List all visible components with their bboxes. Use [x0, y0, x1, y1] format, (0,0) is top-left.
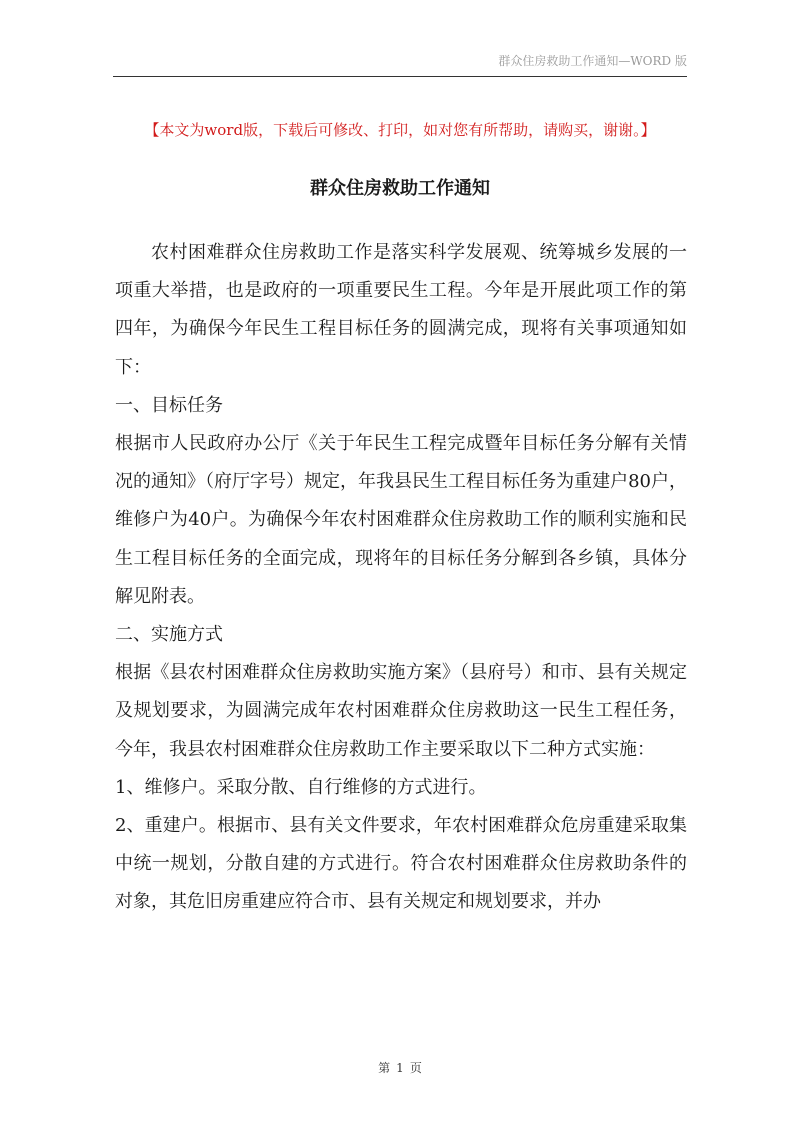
document-body [115, 234, 687, 922]
list-item-repair: 1、维修户。采取分散、自行维修的方式进行。 [115, 776, 487, 798]
paragraph-intro: 农村困难群众住房救助工作是落实科学发展观、统筹城乡发展的一项重大举措，也是政府的一项重要民生工程。今年是开展此项工作的第四年，为确保今年民生工程目标任务的圆满完成，现将有关事项通知如下： [115, 242, 687, 378]
page-number: 1 [396, 1061, 404, 1075]
section-heading-goals: 一、目标任务 [115, 394, 223, 416]
page-suffix: 页 [409, 1061, 422, 1075]
page-footer [113, 1059, 687, 1076]
section-heading-methods: 二、实施方式 [115, 624, 223, 646]
page-prefix: 第 [378, 1061, 391, 1075]
list-item-rebuild: 2、重建户。根据市、县有关文件要求，年农村困难群众危房重建采取集中统一规划，分散自建的方式进行。符合农村困难群众住房救助条件的对象，其危旧房重建应符合市、县有关规定和规划要求，并办 [115, 815, 687, 913]
document-title: 群众住房救助工作通知 [310, 178, 490, 199]
paragraph-methods: 根据《县农村困难群众住房救助实施方案》（县府号）和市、县有关规定及规划要求，为圆满完成年农村困难群众住房救助这一民生工程任务，今年，我县农村困难群众住房救助工作主要采取以下二种方式实施： [115, 662, 687, 760]
paragraph-goals: 根据市人民政府办公厅《关于年民生工程完成暨年目标任务分解有关情况的通知》（府厅字号）规定，年我县民生工程目标任务为重建户80户，维修户为40户。为确保今年农村困难群众住房救助工作的顺利实施和民生工程目标任务的全面完成，现将年的目标任务分解到各乡镇，具体分解见附表。 [115, 433, 687, 607]
download-notice: 【本文为word版，下载后可修改、打印，如对您有所帮助，请购买，谢谢。】 [144, 121, 656, 139]
header-divider [113, 76, 687, 77]
running-header: 群众住房救助工作通知—WORD 版 [498, 54, 687, 68]
